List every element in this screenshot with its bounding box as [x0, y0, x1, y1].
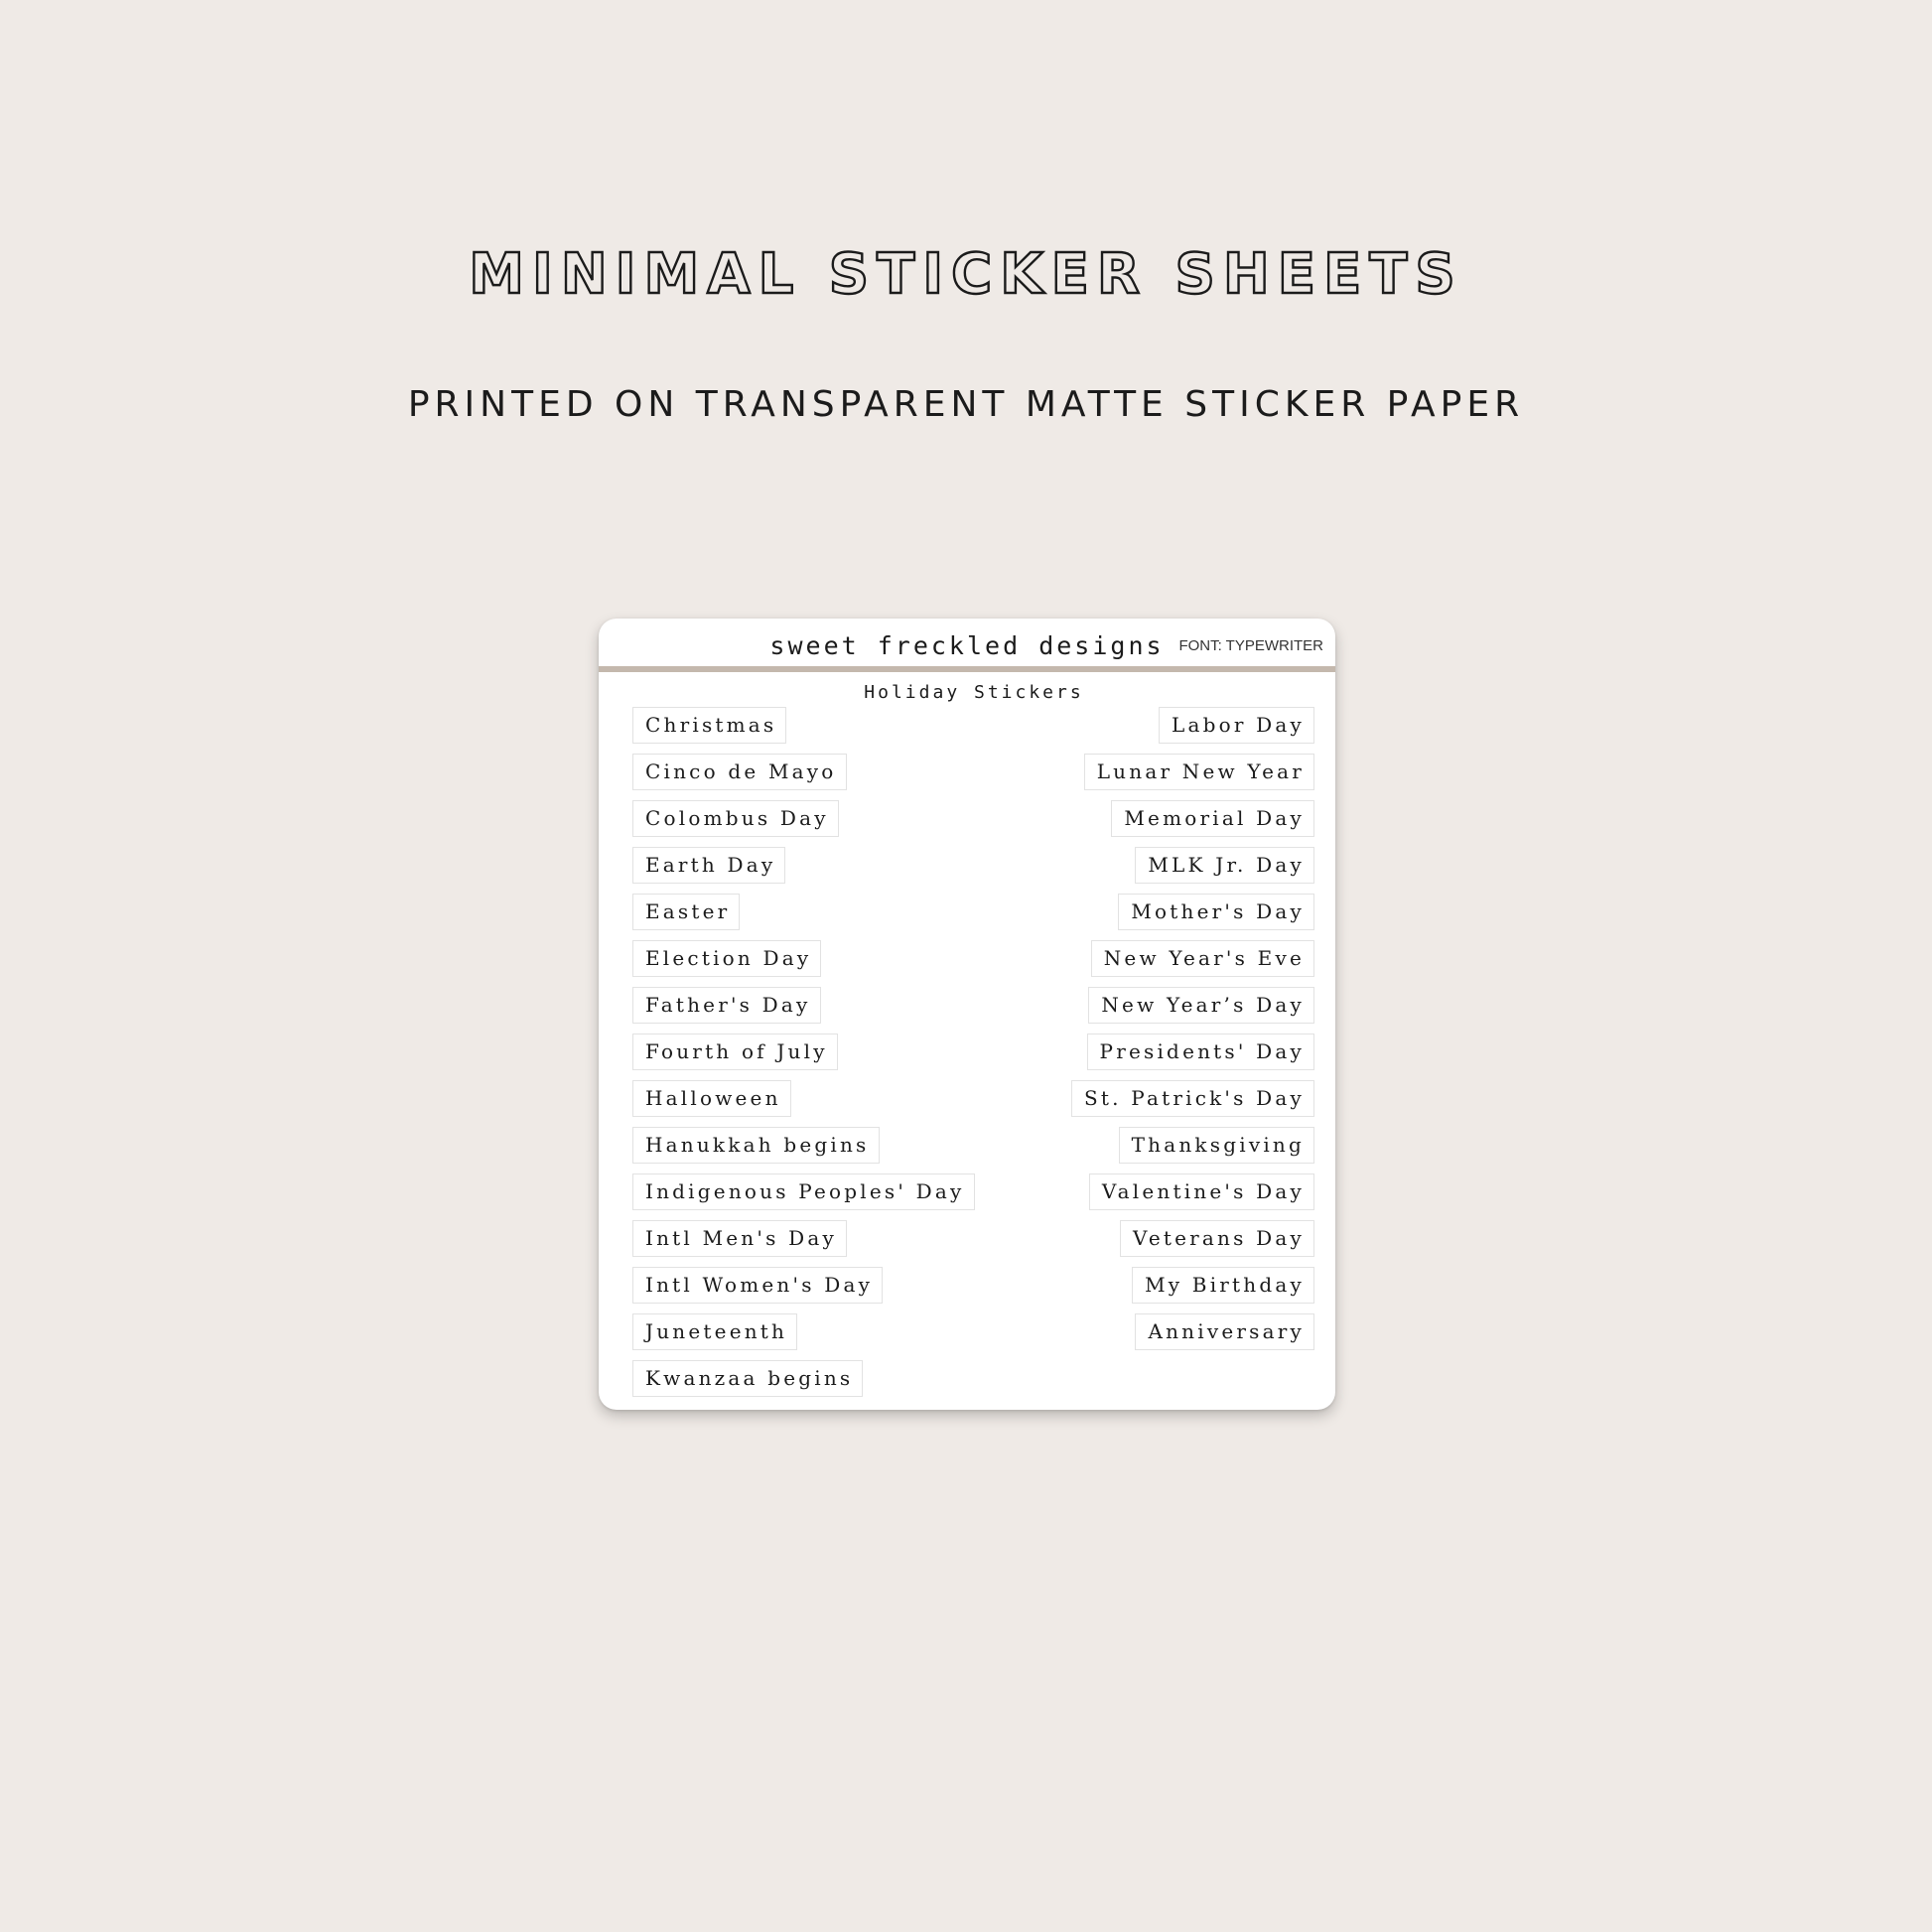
sheet-divider: [599, 666, 1335, 672]
sticker-kwanzaa-begins: Kwanzaa begins: [632, 1360, 863, 1397]
page-subtitle: PRINTED ON TRANSPARENT MATTE STICKER PAPER: [407, 384, 1525, 425]
sticker-colombus-day: Colombus Day: [632, 800, 839, 837]
sticker-valentines-day: Valentine's Day: [1089, 1173, 1314, 1210]
sheet-brand: sweet freckled designs: [769, 631, 1165, 660]
sticker-easter: Easter: [632, 894, 740, 930]
sticker-thanksgiving: Thanksgiving: [1119, 1127, 1314, 1164]
sticker-christmas: Christmas: [632, 707, 786, 744]
sticker-presidents-day: Presidents' Day: [1087, 1034, 1314, 1070]
sticker-hanukkah-begins: Hanukkah begins: [632, 1127, 880, 1164]
sticker-indigenous-peoples-day: Indigenous Peoples' Day: [632, 1173, 975, 1210]
sticker-earth-day: Earth Day: [632, 847, 785, 884]
sticker-mothers-day: Mother's Day: [1118, 894, 1314, 930]
sticker-lunar-new-year: Lunar New Year: [1084, 754, 1314, 790]
sticker-fathers-day: Father's Day: [632, 987, 821, 1024]
font-note: FONT: TYPEWRITER: [1178, 637, 1323, 654]
sticker-election-day: Election Day: [632, 940, 821, 977]
sticker-new-years-eve: New Year's Eve: [1091, 940, 1314, 977]
page-title: MINIMAL STICKER SHEETS: [469, 242, 1463, 307]
sticker-new-years-day: New Year’s Day: [1088, 987, 1314, 1024]
sticker-cinco-de-mayo: Cinco de Mayo: [632, 754, 847, 790]
sticker-juneteenth: Juneteenth: [632, 1313, 797, 1350]
sticker-memorial-day: Memorial Day: [1111, 800, 1314, 837]
sticker-my-birthday: My Birthday: [1132, 1267, 1314, 1304]
sticker-fourth-of-july: Fourth of July: [632, 1034, 838, 1070]
sticker-intl-womens-day: Intl Women's Day: [632, 1267, 883, 1304]
sticker-veterans-day: Veterans Day: [1120, 1220, 1314, 1257]
sheet-heading: Holiday Stickers: [864, 682, 1084, 703]
sticker-labor-day: Labor Day: [1159, 707, 1314, 744]
sticker-mlk-jr-day: MLK Jr. Day: [1135, 847, 1314, 884]
sticker-intl-mens-day: Intl Men's Day: [632, 1220, 847, 1257]
right-sticker-column: [1071, 707, 1314, 1350]
sticker-sheet: [599, 619, 1335, 1410]
sticker-halloween: Halloween: [632, 1080, 791, 1117]
sticker-st-patricks-day: St. Patrick's Day: [1071, 1080, 1314, 1117]
sticker-anniversary: Anniversary: [1135, 1313, 1314, 1350]
left-sticker-column: [632, 707, 975, 1397]
